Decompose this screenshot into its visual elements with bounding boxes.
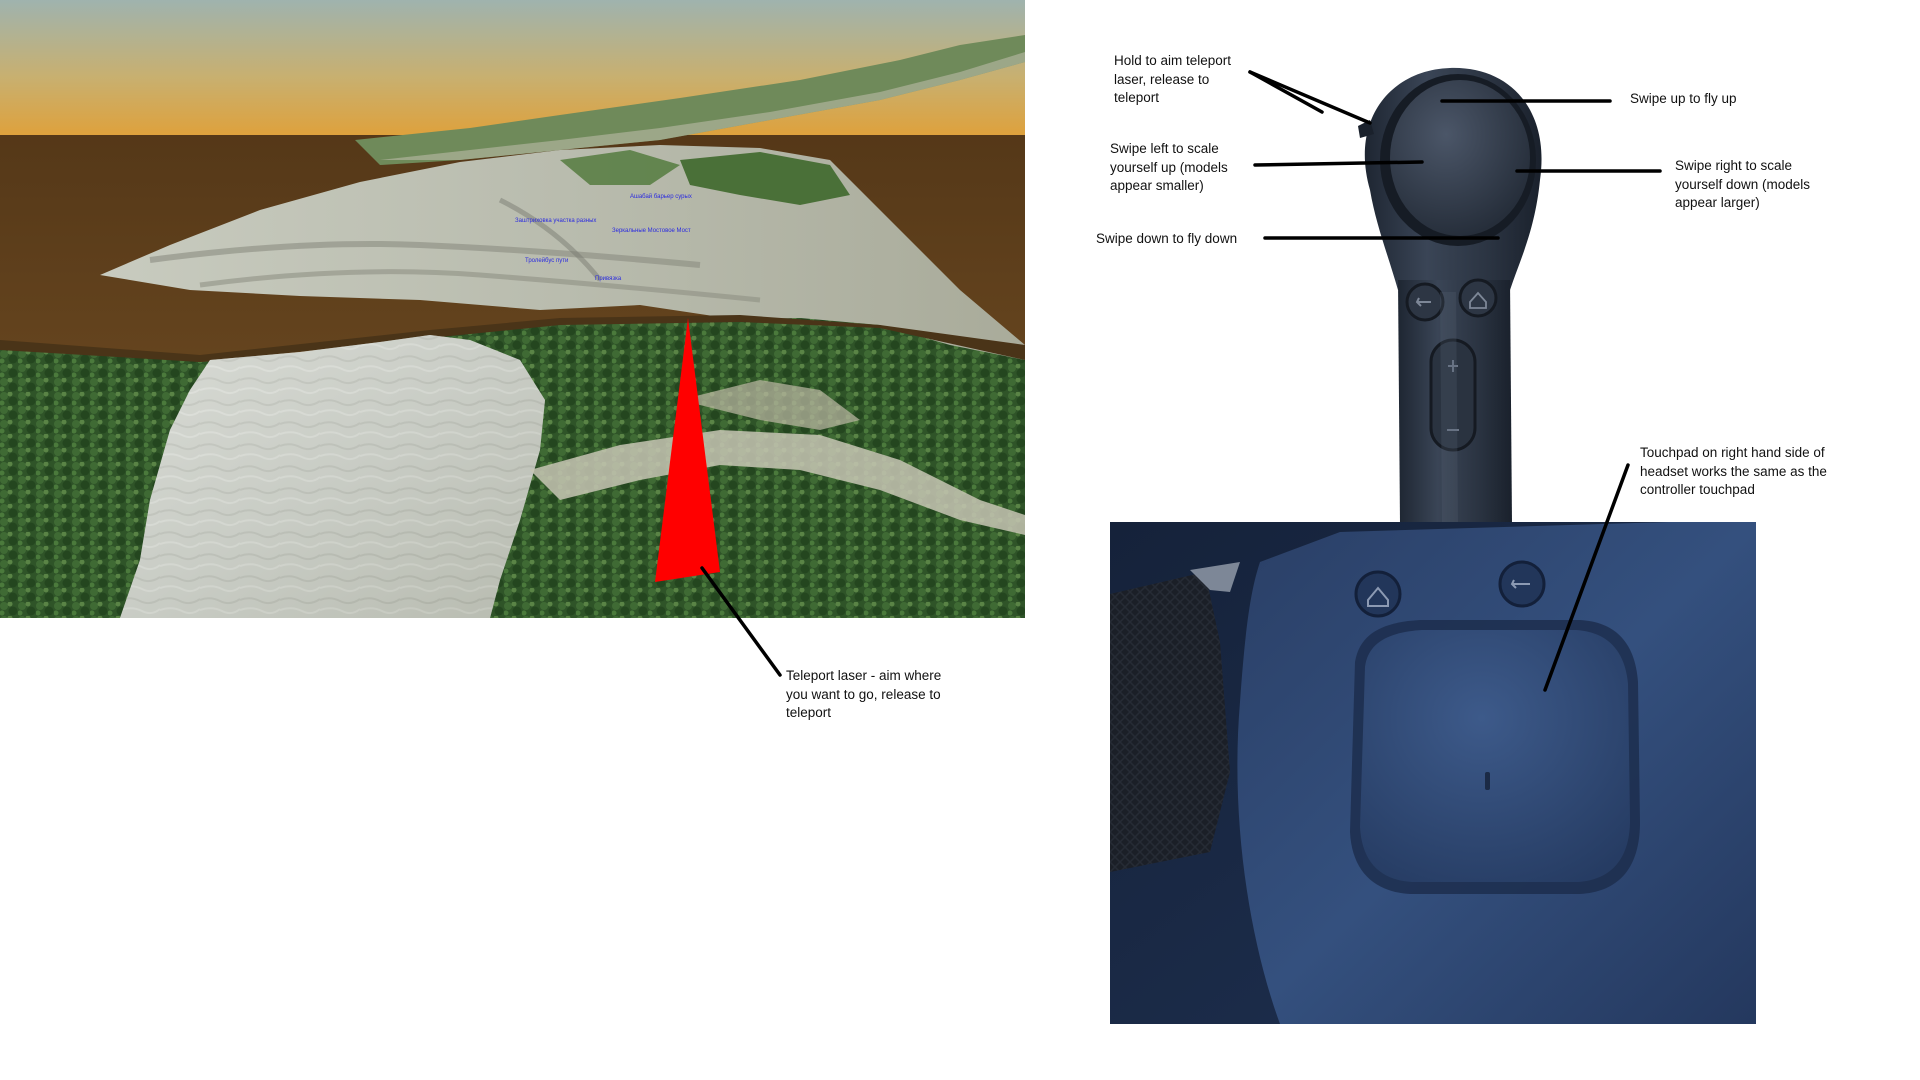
scene-label-4: Тролейбус пути: [525, 258, 569, 264]
scene-label-1: Ашабай барьер сурых: [630, 194, 692, 200]
label-swipe-up: Swipe up to fly up: [1630, 91, 1737, 106]
scene-label-5: Привязка: [595, 276, 622, 282]
headset-strap: [1110, 572, 1230, 872]
vr-scene-image: [0, 0, 1025, 618]
label-swipe-right: Swipe right to scale yourself down (models appear larger): [1675, 158, 1811, 210]
label-teleport-laser: Teleport laser - aim where you want to go, release to teleport: [786, 668, 942, 720]
label-hold-to-aim: Hold to aim teleport laser, release to teleport: [1114, 53, 1232, 105]
scene-label-2: Заштриховка участка разных: [515, 218, 597, 224]
controller-image: [1280, 30, 1680, 524]
scene-label-3: Зеркальные Мостовое Мост: [612, 228, 691, 234]
gear-vr-controller: [1280, 30, 1680, 524]
home-button: [1460, 280, 1496, 316]
label-swipe-down: Swipe down to fly down: [1096, 231, 1238, 246]
headset-home-button: [1356, 572, 1400, 616]
label-swipe-left: Swipe left to scale yourself up (models appear smaller): [1110, 141, 1228, 193]
headset-touchpad: [1360, 630, 1630, 882]
label-headset-touchpad: Touchpad on right hand side of headset works the same as the controller touchpad: [1640, 445, 1827, 497]
gear-vr-headset-side: [1110, 522, 1756, 1024]
touchpad-indicator: [1485, 772, 1490, 790]
vr-scene-screenshot: [0, 0, 1025, 618]
headset-image: [1110, 522, 1756, 1024]
controller-touchpad: [1390, 80, 1530, 236]
